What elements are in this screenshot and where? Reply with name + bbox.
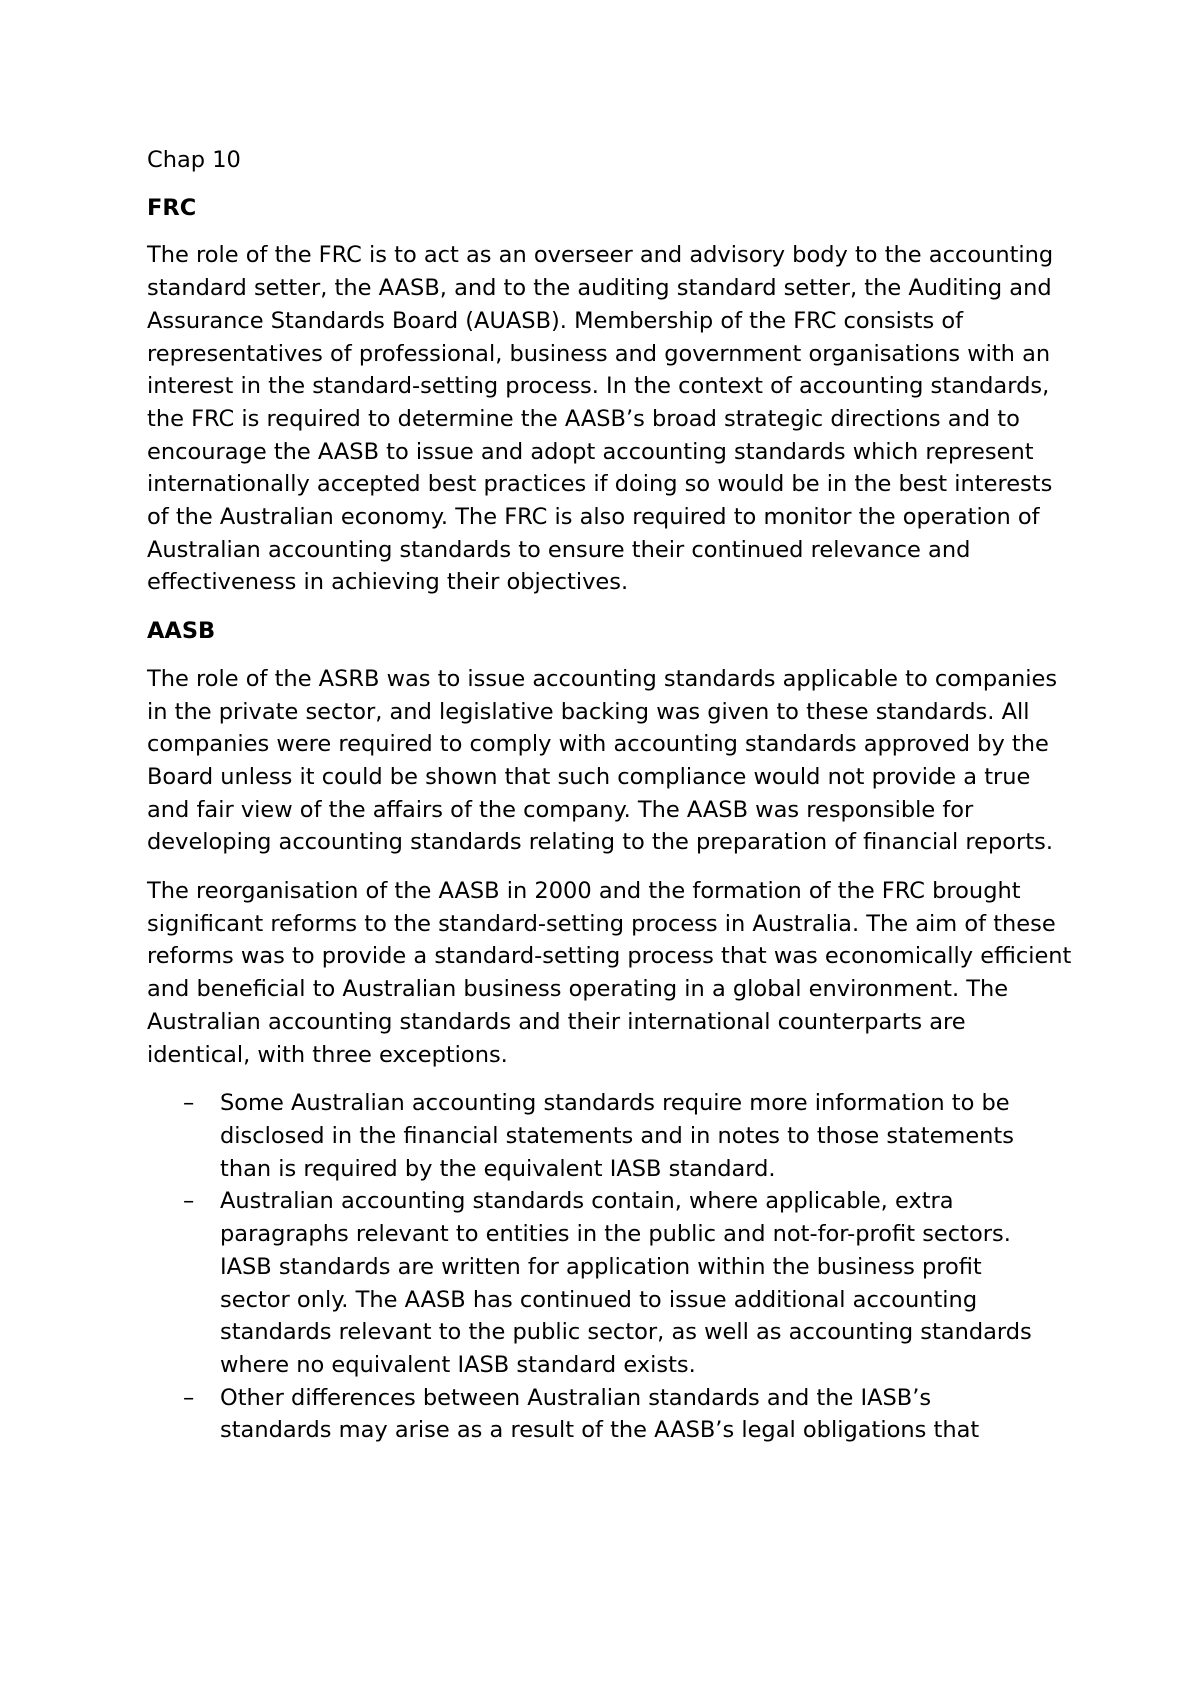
- section-heading-frc: FRC: [147, 194, 197, 221]
- list-item-text: Other differences between Australian standards and the IASB’s standards may arise as a result of the AASB’s legal obligations that: [220, 1384, 980, 1444]
- aasb-paragraph-reorganisation: The reorganisation of the AASB in 2000 and the formation of the FRC brought significant reforms to the standard-setting process in Australia. The aim of these reforms was to provide a standard-setting process that was economically efficient and beneficial to Australian business operating in a global environment. The Australian accounting standards and their international counterparts are identical, with three exceptions.: [147, 878, 1072, 1068]
- list-item: [183, 1185, 1040, 1381]
- dash-bullet: –: [183, 1090, 195, 1117]
- chapter-title: Chap 10: [147, 147, 241, 173]
- dash-bullet: –: [183, 1384, 195, 1411]
- section-heading-aasb: AASB: [147, 618, 216, 645]
- frc-paragraph: The role of the FRC is to act as an overseer and advisory body to the accounting standard setter, the AASB, and to the auditing standard setter, the Auditing and Assurance Standards Board (AUASB). Membership of the FRC consists of representatives of professional, business and government organisations with an interest in the standard-setting process. In the context of accounting standards, the FRC is required to determine the AASB’s broad strategic directions and to encourage the AASB to issue and adopt accounting standards which represent internationally accepted best practices if doing so would be in the best interests of the Australian economy. The FRC is also required to monitor the operation of Australian accounting standards to ensure their continued relevance and effectiveness in achieving their objectives.: [147, 242, 1054, 596]
- aasb-paragraph-role: The role of the ASRB was to issue accounting standards applicable to companies in the private sector, and legislative backing was given to these standards. All companies were required to comply with accounting standards approved by the Board unless it could be shown that such compliance would not provide a true and fair view of the affairs of the company. The AASB was responsible for developing accounting standards relating to the preparation of financial reports.: [147, 665, 1058, 856]
- document-body: [147, 144, 1072, 1447]
- list-item-text: Australian accounting standards contain, where applicable, extra paragraphs relevant to entities in the public and not-for-profit sectors. IASB standards are written for application within the business profit sector only. The AASB has continued to issue additional accounting standards relevant to the public sector, as well as accounting standards where no equivalent IASB standard exists.: [220, 1188, 1032, 1378]
- list-item: [183, 1087, 1040, 1185]
- exceptions-list: [147, 1087, 1040, 1447]
- list-item-text: Some Australian accounting standards require more information to be disclosed in the financial statements and in notes to those statements than is required by the equivalent IASB standard.: [220, 1090, 1014, 1182]
- list-item: [183, 1382, 1040, 1447]
- dash-bullet: –: [183, 1188, 195, 1215]
